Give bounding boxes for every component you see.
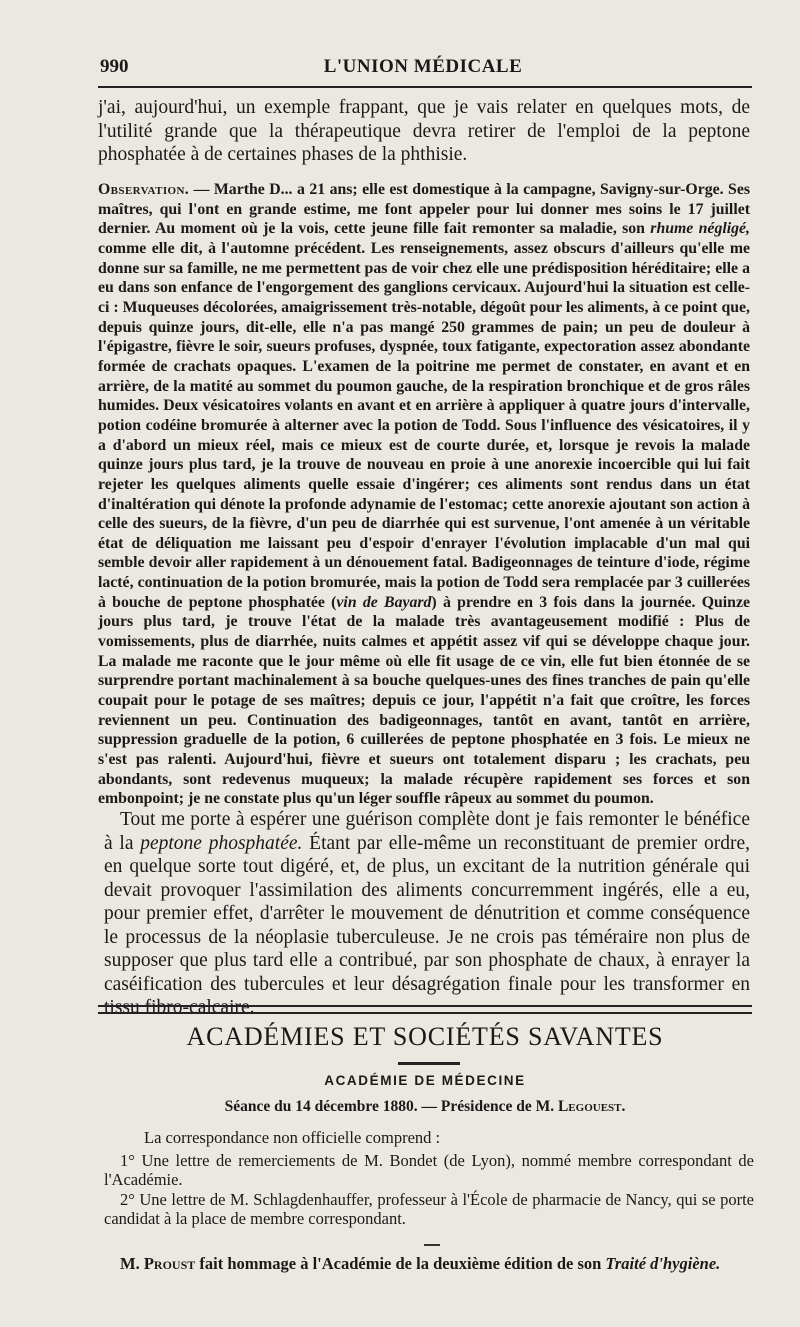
final-text: fait hommage à l'Académie de la deuxième édition de son: [195, 1254, 606, 1273]
observation-italic-2: vin de Bayard: [336, 593, 432, 611]
conclusion-text-1: Tout me porte à espérer une guérison complète dont je fais remonter le bénéfice à la: [104, 809, 750, 854]
running-title: L'UNION MÉDICALE: [323, 56, 523, 77]
observation-text-2: comme elle dit, à l'automne précédent. Les renseignements, assez obscurs d'ailleurs qu'elle me donne sur sa famille, ne me permettent pas de voir chez elle une prédisposition héréditaire; elle a eu dans son enfance de l'engorgement des ganglions cervicaux. Aujourd'hui la situation est celle-ci : Muqueuses décolorées, amaigrissement très-notable, dégoût pour les aliments, à ce point que, depuis quinze jours, dit-elle, elle n'a pas mangé 250 grammes de pain; un peu de douleur à l'épigastre, fièvre le soir, sueurs profuses, dyspnée, toux fatigante, expectoration assez abondante formée de crachats opaques. L'examen de la poitrine me permet de constater, en avant et en arrière, de la matité au sommet du poumon gauche, de la respiration bronchique et de gros râles humides. Deux vésicatoires volants en avant et en arrière à appliquer à quatre jours d'intervalle, potion codéine bromurée à alterner avec la potion de Todd. Sous l'influence des vésicatoires, il y a d'abord un mieux réel, mais ce mieux est de courte durée, et, lorsque je revois la malade quinze jours plus tard, je la trouve de nouveau en proie à une anorexie incoercible qui lui fait rejeter les quelques aliments quelle essaie d'ingérer; ces aliments sont rendus dans un état d'inaltération qui dénote la profonde adynamie de l'estomac; cette anorexie ajoutant son action à celle des sueurs, de la fièvre, d'un peu de diarrhée qui est survenue, l'ont amenée à un véritable état de déliquation me laissant peu d'espoir d'enrayer l'évolution implacable d'un mal qui semble devoir aller rapidement à un dénouement fatal. Badigeonnages de teinture d'iode, régime lacté, continuation de la potion bromurée, mais la potion de Todd sera remplacée par 3 cuillerées à bouche de peptone phosphatée (: [98, 239, 750, 611]
seance-text: Séance du 14 décembre 1880. — Présidence de M.: [224, 1098, 558, 1115]
conclusion-paragraph: [104, 808, 750, 1020]
section-subtitle: ACADÉMIE DE MÉDECINE: [324, 1073, 526, 1088]
separator-dash: [424, 1244, 440, 1246]
section-title: ACADÉMIES ET SOCIÉTÉS SAVANTES: [186, 1022, 664, 1051]
section-short-rule: [398, 1062, 460, 1065]
observation-text-1: — Marthe D... a 21 ans; elle est domestique à la campagne, Savigny-sur-Orge. Ses maîtres, qui l'ont en grande estime, me font appeler pour lui donner mes soins le 17 juillet dernier. Au moment où je la vois, cette jeune fille fait remonter sa maladie, son: [98, 181, 750, 238]
president-name: Legouest.: [557, 1098, 626, 1115]
correspondance-item-1: 1° Une lettre de remerciements de M. Bondet (de Lyon), nommé membre correspondant de l'Académie.: [104, 1151, 754, 1189]
observation-paragraph: [98, 180, 750, 809]
final-italic: Traité d'hygiène.: [605, 1254, 721, 1273]
correspondance-item-2: 2° Une lettre de M. Schlagdenhauffer, professeur à l'École de pharmacie de Nancy, qui se porte candidat à la place de membre correspondant.: [104, 1190, 754, 1228]
observation-text-3: ) à prendre en 3 fois dans la journée. Quinze jours plus tard, je trouve l'état de la malade très avantageusement modifié : Plus de vomissements, plus de diarrhée, nuits calmes et appétit assez vif qui se développe chaque jour. La malade me raconte que le jour même où elle fit usage de ce vin, elle fut bien étonnée de se surprendre portant machinalement à sa bouche quelques-unes des fines tranches de pain qu'elle coupait pour le potage de ses maîtres; depuis ce jour, l'appétit n'a fait que croître, les forces reviennent un peu. Continuation des badigeonnages, tantôt en avant, tantôt en arrière, suppression graduelle de la potion, 6 cuillerées de peptone phosphatée en 3 fois. Le mieux ne s'est pas ralenti. Aujourd'hui, fièvre et sueurs ont totalement disparu ; les crachats, peu abondants, sont redevenus muqueux; la malade récupère rapidement ses forces et son embonpoint; je ne constate plus qu'un léger souffle râpeux au sommet du poumon.: [98, 593, 750, 808]
observation-label: Observation.: [98, 181, 190, 198]
seance-line: [98, 1098, 752, 1116]
correspondance-intro: La correspondance non officielle comprend :: [144, 1128, 441, 1147]
running-header: [98, 56, 748, 82]
observation-italic-1: rhume négligé,: [650, 220, 750, 238]
conclusion-text-2: Étant par elle-même un reconstituant de premier ordre, en quelque sorte tout digéré, et, de plus, un excitant de la nutrition générale qui devait provoquer l'assimilation des aliments concurremment ingérés, elle a eu, pour premier effet, d'arrêter le mouvement de dénutrition et comme conséquence le processus de la néoplasie tuberculeuse. Je ne crois pas téméraire non plus de supposer que plus tard elle a contribué, par son phosphate de chaux, à enrayer la caséification des tubercules et leur désagrégation finale pour les transformer en tissu fibro-calcaire.: [104, 832, 751, 1018]
page-number: 990: [100, 56, 129, 77]
intro-paragraph: j'ai, aujourd'hui, un exemple frappant, que je vais relater en quelques mots, de l'utilité grande que la thérapeutique devra retirer de l'emploi de la peptone phosphatée à de certaines phases de la phthisie.: [98, 97, 750, 165]
conclusion-italic: peptone phosphatée.: [140, 832, 303, 854]
header-rule: [98, 86, 752, 88]
final-line: [120, 1254, 760, 1274]
section-double-rule: [98, 1005, 752, 1014]
final-name: M. Proust: [120, 1254, 196, 1273]
